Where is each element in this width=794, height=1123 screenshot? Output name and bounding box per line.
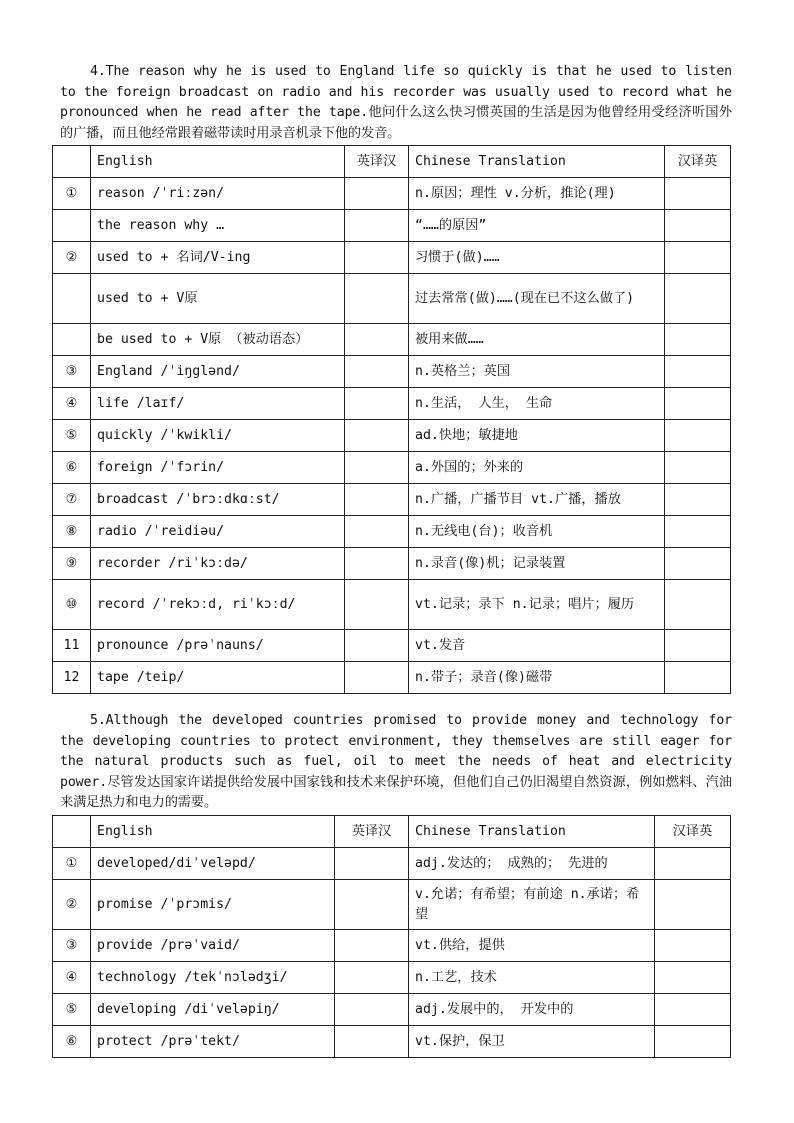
en-to-zh-answer-field[interactable]	[345, 210, 409, 242]
english-term: developed/diˈveləpd/	[91, 848, 335, 880]
chinese-translation: n.广播，广播节目 vt.广播，播放	[409, 484, 665, 516]
sentence-5-english: 5.Although the developed countries promised to provide money and technology for the developing countries to protect environment, they themselves are still eager for the natural products such as fuel, oil to meet the needs of heat and electricity power.	[60, 713, 732, 790]
table-row	[53, 388, 731, 420]
row-number: ⑥	[53, 1026, 91, 1058]
table-header-row	[53, 816, 731, 848]
zh-to-en-answer-field[interactable]	[665, 484, 731, 516]
en-to-zh-answer-field[interactable]	[345, 630, 409, 662]
en-to-zh-answer-field[interactable]	[345, 178, 409, 210]
en-to-zh-answer-field[interactable]	[335, 880, 409, 930]
row-number: ③	[53, 930, 91, 962]
table-row	[53, 242, 731, 274]
english-term: foreign /ˈfɔrin/	[91, 452, 345, 484]
chinese-translation: v.允诺；有希望；有前途 n.承诺；希望	[409, 880, 655, 930]
row-number	[53, 324, 91, 356]
en-to-zh-answer-field[interactable]	[345, 452, 409, 484]
header-en-to-zh: 英译汉	[345, 146, 409, 178]
zh-to-en-answer-field[interactable]	[655, 962, 731, 994]
table-row	[53, 420, 731, 452]
vocab-table-5	[52, 815, 731, 1058]
table-row	[53, 548, 731, 580]
header-english: English	[91, 816, 335, 848]
table-row	[53, 274, 731, 324]
table-row	[53, 178, 731, 210]
zh-to-en-answer-field[interactable]	[655, 1026, 731, 1058]
row-number: ⑨	[53, 548, 91, 580]
row-number: 12	[53, 662, 91, 694]
chinese-translation: n.生活， 人生， 生命	[409, 388, 665, 420]
table-row	[53, 880, 731, 930]
chinese-translation: n.工艺，技术	[409, 962, 655, 994]
zh-to-en-answer-field[interactable]	[665, 580, 731, 630]
zh-to-en-answer-field[interactable]	[665, 630, 731, 662]
en-to-zh-answer-field[interactable]	[335, 994, 409, 1026]
chinese-translation: ad.快地；敏捷地	[409, 420, 665, 452]
english-term: developing /diˈveləpiŋ/	[91, 994, 335, 1026]
zh-to-en-answer-field[interactable]	[665, 210, 731, 242]
row-number: ⑤	[53, 994, 91, 1026]
chinese-translation: n.英格兰；英国	[409, 356, 665, 388]
table-row	[53, 580, 731, 630]
en-to-zh-answer-field[interactable]	[345, 516, 409, 548]
row-number: ④	[53, 962, 91, 994]
table-row	[53, 324, 731, 356]
zh-to-en-answer-field[interactable]	[655, 880, 731, 930]
english-term: used to + V原	[91, 274, 345, 324]
chinese-translation: vt.供给，提供	[409, 930, 655, 962]
table-row	[53, 962, 731, 994]
header-zh-to-en: 汉译英	[655, 816, 731, 848]
chinese-translation: n.录音(像)机；记录装置	[409, 548, 665, 580]
zh-to-en-answer-field[interactable]	[665, 516, 731, 548]
zh-to-en-answer-field[interactable]	[665, 274, 731, 324]
english-term: the reason why …	[91, 210, 345, 242]
en-to-zh-answer-field[interactable]	[345, 242, 409, 274]
header-chinese: Chinese Translation	[409, 816, 655, 848]
en-to-zh-answer-field[interactable]	[345, 420, 409, 452]
chinese-translation: n.带子；录音(像)磁带	[409, 662, 665, 694]
row-number: ⑩	[53, 580, 91, 630]
english-term: promise /ˈprɔmis/	[91, 880, 335, 930]
chinese-translation: vt.记录；录下 n.记录；唱片；履历	[409, 580, 665, 630]
row-number: ⑥	[53, 452, 91, 484]
english-term: pronounce /prəˈnauns/	[91, 630, 345, 662]
table-header-row	[53, 146, 731, 178]
english-term: radio /ˈreidiəu/	[91, 516, 345, 548]
zh-to-en-answer-field[interactable]	[665, 356, 731, 388]
en-to-zh-answer-field[interactable]	[335, 930, 409, 962]
en-to-zh-answer-field[interactable]	[345, 388, 409, 420]
sentence-4-paragraph	[60, 62, 732, 144]
chinese-translation: “……的原因”	[409, 210, 665, 242]
en-to-zh-answer-field[interactable]	[335, 962, 409, 994]
sentence-4-chinese: 他问什么这么快习惯英国的生活是因为他曾经用受经济听国外的广播，而且他经常跟着磁带读时用录音机录下他的发音。	[60, 105, 732, 141]
row-number: ⑤	[53, 420, 91, 452]
table-row	[53, 630, 731, 662]
english-term: protect /prəˈtekt/	[91, 1026, 335, 1058]
chinese-translation: 被用来做……	[409, 324, 665, 356]
table-row	[53, 662, 731, 694]
chinese-translation: adj.发达的； 成熟的； 先进的	[409, 848, 655, 880]
zh-to-en-answer-field[interactable]	[655, 994, 731, 1026]
en-to-zh-answer-field[interactable]	[345, 356, 409, 388]
english-term: life /laɪf/	[91, 388, 345, 420]
header-num	[53, 816, 91, 848]
row-number: ②	[53, 242, 91, 274]
chinese-translation: vt.发音	[409, 630, 665, 662]
row-number: ⑧	[53, 516, 91, 548]
row-number	[53, 274, 91, 324]
sentence-5-paragraph	[60, 711, 732, 814]
en-to-zh-answer-field[interactable]	[345, 324, 409, 356]
chinese-translation: 过去常常(做)……(现在已不这么做了)	[409, 274, 665, 324]
zh-to-en-answer-field[interactable]	[665, 548, 731, 580]
en-to-zh-answer-field[interactable]	[345, 580, 409, 630]
table-row	[53, 356, 731, 388]
en-to-zh-answer-field[interactable]	[335, 1026, 409, 1058]
zh-to-en-answer-field[interactable]	[665, 178, 731, 210]
zh-to-en-answer-field[interactable]	[665, 388, 731, 420]
row-number: ⑦	[53, 484, 91, 516]
english-term: quickly /ˈkwikli/	[91, 420, 345, 452]
english-term: be used to + V原 （被动语态）	[91, 324, 345, 356]
chinese-translation: a.外国的；外来的	[409, 452, 665, 484]
row-number	[53, 210, 91, 242]
table-row	[53, 516, 731, 548]
table-row	[53, 848, 731, 880]
english-term: broadcast /ˈbrɔːdkɑːst/	[91, 484, 345, 516]
zh-to-en-answer-field[interactable]	[665, 242, 731, 274]
header-num	[53, 146, 91, 178]
table-row	[53, 484, 731, 516]
header-chinese: Chinese Translation	[409, 146, 665, 178]
english-term: tape /teip/	[91, 662, 345, 694]
en-to-zh-answer-field[interactable]	[345, 274, 409, 324]
vocab-table-4	[52, 145, 731, 694]
zh-to-en-answer-field[interactable]	[665, 662, 731, 694]
header-zh-to-en: 汉译英	[665, 146, 731, 178]
header-en-to-zh: 英译汉	[335, 816, 409, 848]
row-number: ④	[53, 388, 91, 420]
row-number: ①	[53, 848, 91, 880]
sentence-5-chinese: 尽管发达国家许诺提供给发展中国家钱和技术来保护环境，但他们自己仍旧渴望自然资源，例如燃料、汽油来满足热力和电力的需要。	[60, 774, 732, 810]
english-term: provide /prəˈvaid/	[91, 930, 335, 962]
zh-to-en-answer-field[interactable]	[665, 420, 731, 452]
zh-to-en-answer-field[interactable]	[665, 452, 731, 484]
row-number: ①	[53, 178, 91, 210]
chinese-translation: vt.保护，保卫	[409, 1026, 655, 1058]
en-to-zh-answer-field[interactable]	[335, 848, 409, 880]
chinese-translation: n.原因；理性 v.分析，推论(理)	[409, 178, 665, 210]
chinese-translation: 习惯于(做)……	[409, 242, 665, 274]
table-row	[53, 1026, 731, 1058]
row-number: 11	[53, 630, 91, 662]
zh-to-en-answer-field[interactable]	[655, 930, 731, 962]
row-number: ③	[53, 356, 91, 388]
english-term: England /ˈiŋglənd/	[91, 356, 345, 388]
table-row	[53, 452, 731, 484]
english-term: reason /ˈriːzən/	[91, 178, 345, 210]
english-term: recorder /riˈkɔːdə/	[91, 548, 345, 580]
table-row	[53, 210, 731, 242]
chinese-translation: adj.发展中的， 开发中的	[409, 994, 655, 1026]
header-english: English	[91, 146, 345, 178]
sentence-4-english: 4.The reason why he is used to England life so quickly is that he used to listen to the foreign broadcast on radio and his recorder was usually used to record what he pronounced when he read after the tape.	[60, 64, 732, 120]
en-to-zh-answer-field[interactable]	[345, 548, 409, 580]
zh-to-en-answer-field[interactable]	[655, 848, 731, 880]
zh-to-en-answer-field[interactable]	[665, 324, 731, 356]
english-term: used to + 名词/V-ing	[91, 242, 345, 274]
table-row	[53, 994, 731, 1026]
english-term: technology /tekˈnɔlədʒi/	[91, 962, 335, 994]
en-to-zh-answer-field[interactable]	[345, 662, 409, 694]
row-number: ②	[53, 880, 91, 930]
table-row	[53, 930, 731, 962]
english-term: record /ˈrekɔːd, riˈkɔːd/	[91, 580, 345, 630]
chinese-translation: n.无线电(台)；收音机	[409, 516, 665, 548]
en-to-zh-answer-field[interactable]	[345, 484, 409, 516]
